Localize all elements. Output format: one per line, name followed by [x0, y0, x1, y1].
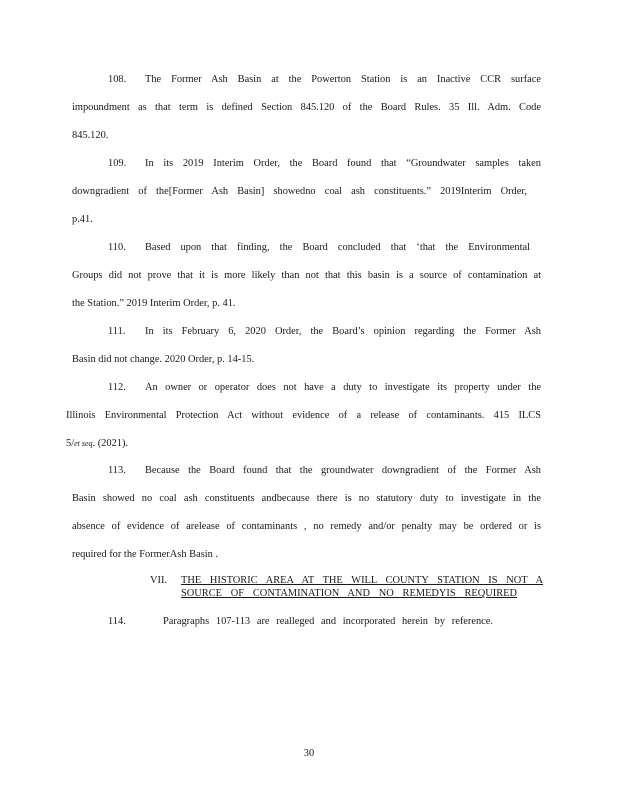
paragraph-line: [66, 437, 128, 451]
paragraph-number: 111.: [108, 326, 126, 337]
paragraph-number: 113.: [108, 465, 126, 476]
paragraph-number: 112.: [108, 382, 126, 393]
paragraph-line: Basin showed no coal ash constituents andbecause there is no statutory duty to investigate in the: [72, 493, 541, 504]
paragraph-line: downgradient of the[Former Ash Basin] showedno coal ash constituents.” 2019Interim Order,: [72, 186, 527, 197]
paragraph-line: the Station.” 2019 Interim Order, p. 41.: [72, 298, 236, 309]
paragraph-line: Based upon that finding, the Board concluded that ‘that the Environmental: [145, 242, 530, 253]
paragraph-line: Because the Board found that the groundwater downgradient of the Former Ash: [145, 465, 541, 476]
paragraph-line: 845.120.: [72, 130, 109, 141]
paragraph-number: 108.: [108, 74, 127, 85]
section-heading-line: THE HISTORIC AREA AT THE WILL COUNTY STATION IS NOT A: [181, 575, 543, 586]
paragraph-line: impoundment as that term is defined Section 845.120 of the Board Rules. 35 Ill. Adm. Code: [72, 102, 541, 113]
page-number: 30: [303, 748, 315, 759]
citation-year: . (2021).: [92, 438, 129, 449]
paragraph-line: In its 2019 Interim Order, the Board found that “Groundwater samples taken: [145, 158, 541, 169]
section-heading-line: SOURCE OF CONTAMINATION AND NO REMEDYIS REQUIRED: [181, 588, 517, 599]
paragraph-line: In its February 6, 2020 Order, the Board’s opinion regarding the Former Ash: [145, 326, 541, 337]
paragraph-line: p.41.: [72, 214, 93, 225]
section-number: VII.: [150, 575, 168, 586]
paragraph-number: 114.: [108, 616, 126, 627]
paragraph-line: Illinois Environmental Protection Act without evidence of a release of contaminants. 415 ILCS: [66, 410, 541, 421]
paragraph-number: 109.: [108, 158, 127, 169]
paragraph-line: Basin did not change. 2020 Order, p. 14-15.: [72, 354, 255, 365]
paragraph-line: Paragraphs 107-113 are realleged and incorporated herein by reference.: [163, 616, 493, 627]
paragraph-line: required for the FormerAsh Basin .: [72, 549, 219, 560]
paragraph-line: The Former Ash Basin at the Powerton Station is an Inactive CCR surface: [145, 74, 541, 85]
citation-italic: et seq: [74, 439, 93, 448]
paragraph-line: An owner or operator does not have a duty to investigate its property under the: [145, 382, 541, 393]
citation-text: 5/: [66, 438, 75, 449]
paragraph-line: absence of evidence of arelease of contaminants , no remedy and/or penalty may be ordered or is: [72, 521, 541, 532]
paragraph-number: 110.: [108, 242, 126, 253]
paragraph-line: Groups did not prove that it is more likely than not that this basin is a source of contamination at: [72, 270, 541, 281]
